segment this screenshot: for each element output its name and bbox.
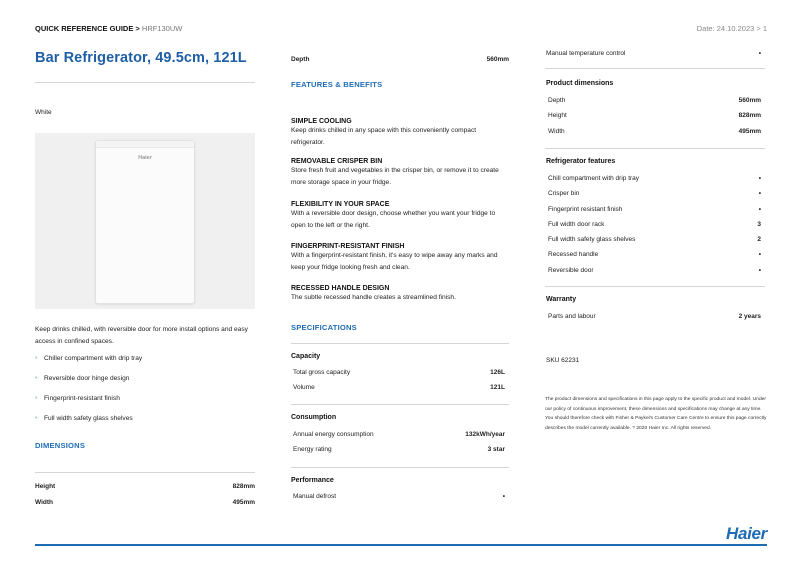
divider (291, 404, 509, 405)
feature-title: FLEXIBILITY IN YOUR SPACE (291, 201, 390, 208)
spec-label: Total gross capacity (293, 369, 351, 376)
feature-text: Keep drinks chilled in any space with this conveniently compact refrigerator. (291, 127, 477, 146)
spec-label: Annual energy consumption (293, 431, 374, 438)
spec-value: 3 star (487, 446, 505, 453)
warranty-heading: Warranty (546, 296, 577, 303)
divider (545, 148, 765, 149)
dimension-row-depth (291, 56, 509, 63)
spec-label: Parts and labour (548, 313, 596, 320)
list-item: • Reversible door hinge design (35, 375, 255, 395)
key-features-list (35, 355, 255, 435)
feature-text: With a reversible door design, choose whether you want your fridge to open to the left or the right. (291, 210, 496, 229)
spec-row (548, 221, 761, 228)
spec-label: Full width door rack (548, 221, 605, 228)
spec-row (546, 50, 761, 57)
spec-value: 132kWh/year (465, 431, 505, 438)
spec-value: • (758, 50, 761, 57)
features-heading: FEATURES & BENEFITS (291, 80, 383, 89)
dimension-label: Height (35, 483, 56, 490)
spec-row (548, 128, 761, 135)
spec-row (548, 251, 761, 258)
product-color: White (35, 109, 52, 116)
feature-text: Store fresh fruit and vegetables in the crisper bin, or remove it to create more storage space in your fridge. (291, 167, 499, 186)
dimension-row-height (35, 483, 255, 490)
guide-label[interactable]: QUICK REFERENCE GUIDE > (35, 24, 140, 33)
list-item: • Chiller compartment with drip tray (35, 355, 255, 375)
spec-value: • (502, 493, 505, 500)
spec-row (548, 313, 761, 320)
spec-label: Width (548, 128, 565, 135)
spec-row (293, 446, 505, 453)
spec-label: Recessed handle (548, 251, 599, 258)
spec-row (548, 236, 761, 243)
feature-title: RECESSED HANDLE DESIGN (291, 285, 390, 292)
feature-item (291, 243, 509, 273)
spec-row (548, 112, 761, 119)
spec-label: Depth (548, 97, 566, 104)
spec-label: Energy rating (293, 446, 332, 453)
spec-value: • (758, 206, 761, 213)
divider (35, 472, 255, 473)
spec-label: Manual temperature control (546, 50, 626, 57)
dimension-value: 828mm (232, 483, 255, 490)
spec-label: Crisper bin (548, 190, 580, 197)
spec-value: • (758, 175, 761, 182)
spec-value: 126L (490, 369, 505, 376)
divider (545, 286, 765, 287)
feature-title: REMOVABLE CRISPER BIN (291, 158, 383, 165)
list-item: • Full width safety glass shelves (35, 415, 255, 435)
page-date: Date: 24.10.2023 > 1 (696, 24, 767, 33)
spec-row (548, 267, 761, 274)
spec-label: Reversible door (548, 267, 594, 274)
feature-item (291, 158, 509, 188)
spec-row (548, 206, 761, 213)
sku: SKU 62231 (546, 357, 580, 364)
footer-divider (35, 544, 767, 546)
feature-title: SIMPLE COOLING (291, 118, 352, 125)
feature-title: FINGERPRINT-RESISTANT FINISH (291, 243, 405, 250)
product-description: Keep drinks chilled, with reversible door for more install options and easy access in confined spaces. (35, 326, 248, 345)
spec-row (293, 431, 505, 438)
dimensions-heading: DIMENSIONS (35, 441, 86, 450)
spec-label: Height (548, 112, 567, 119)
spec-label: Manual defrost (293, 493, 336, 500)
specifications-heading: SPECIFICATIONS (291, 323, 357, 332)
spec-value: 828mm (738, 112, 761, 119)
dimension-row-width (35, 499, 255, 506)
spec-row (293, 384, 505, 391)
spec-row (548, 175, 761, 182)
spec-row (293, 493, 505, 500)
spec-label: Fingerprint resistant finish (548, 206, 623, 213)
dimension-label: Depth (291, 56, 310, 63)
spec-value: 2 (757, 236, 761, 243)
spec-value: • (758, 190, 761, 197)
capacity-heading: Capacity (291, 353, 321, 360)
spec-value: 495mm (738, 128, 761, 135)
dimension-value: 495mm (232, 499, 255, 506)
breadcrumb (35, 24, 182, 33)
page-title: Bar Refrigerator, 49.5cm, 121L (35, 50, 247, 66)
performance-heading: Performance (291, 477, 334, 484)
model-number: HRF130UW (141, 24, 183, 33)
divider (291, 343, 509, 344)
product-dimensions-heading: Product dimensions (546, 80, 614, 87)
list-item: • Fingerprint-resistant finish (35, 395, 255, 415)
haier-logo: Haier (725, 524, 767, 543)
spec-label: Chill compartment with drip tray (548, 175, 640, 182)
spec-label: Full width safety glass shelves (548, 236, 636, 243)
dimension-label: Width (35, 499, 53, 506)
spec-row (548, 97, 761, 104)
feature-item (291, 285, 509, 304)
feature-text: With a fingerprint-resistant finish, it's easy to wipe away any marks and keep your fridge looking fresh and clean. (291, 252, 498, 271)
spec-row (548, 190, 761, 197)
spec-value: 560mm (738, 97, 761, 104)
spec-value: • (758, 251, 761, 258)
spec-label: Volume (293, 384, 315, 391)
spec-row (293, 369, 505, 376)
divider (545, 68, 765, 69)
feature-text: The subtle recessed handle creates a streamlined finish. (291, 294, 456, 301)
fridge-illustration (95, 140, 195, 304)
spec-value: • (758, 267, 761, 274)
divider (35, 82, 255, 83)
dimension-value: 560mm (486, 56, 509, 63)
feature-item (291, 201, 509, 231)
divider (291, 467, 509, 468)
spec-value: 3 (757, 221, 761, 228)
refrigerator-features-heading: Refrigerator features (546, 158, 616, 165)
spec-value: 2 years (738, 313, 761, 320)
feature-item (291, 118, 509, 148)
spec-value: 121L (490, 384, 505, 391)
fridge-logo: Haier (138, 155, 152, 161)
disclaimer: The product dimensions and specifications in this page apply to the specific product and model. Under our policy of continuous improvement, these dimensions and specifications may change at any time. You should therefore check with Fisher & Paykel's Customer Care Centre to ensure this page correctly describes the model currently available. ? 2020 Haier Inc. All rights reserved. (545, 397, 767, 431)
consumption-heading: Consumption (291, 414, 337, 421)
